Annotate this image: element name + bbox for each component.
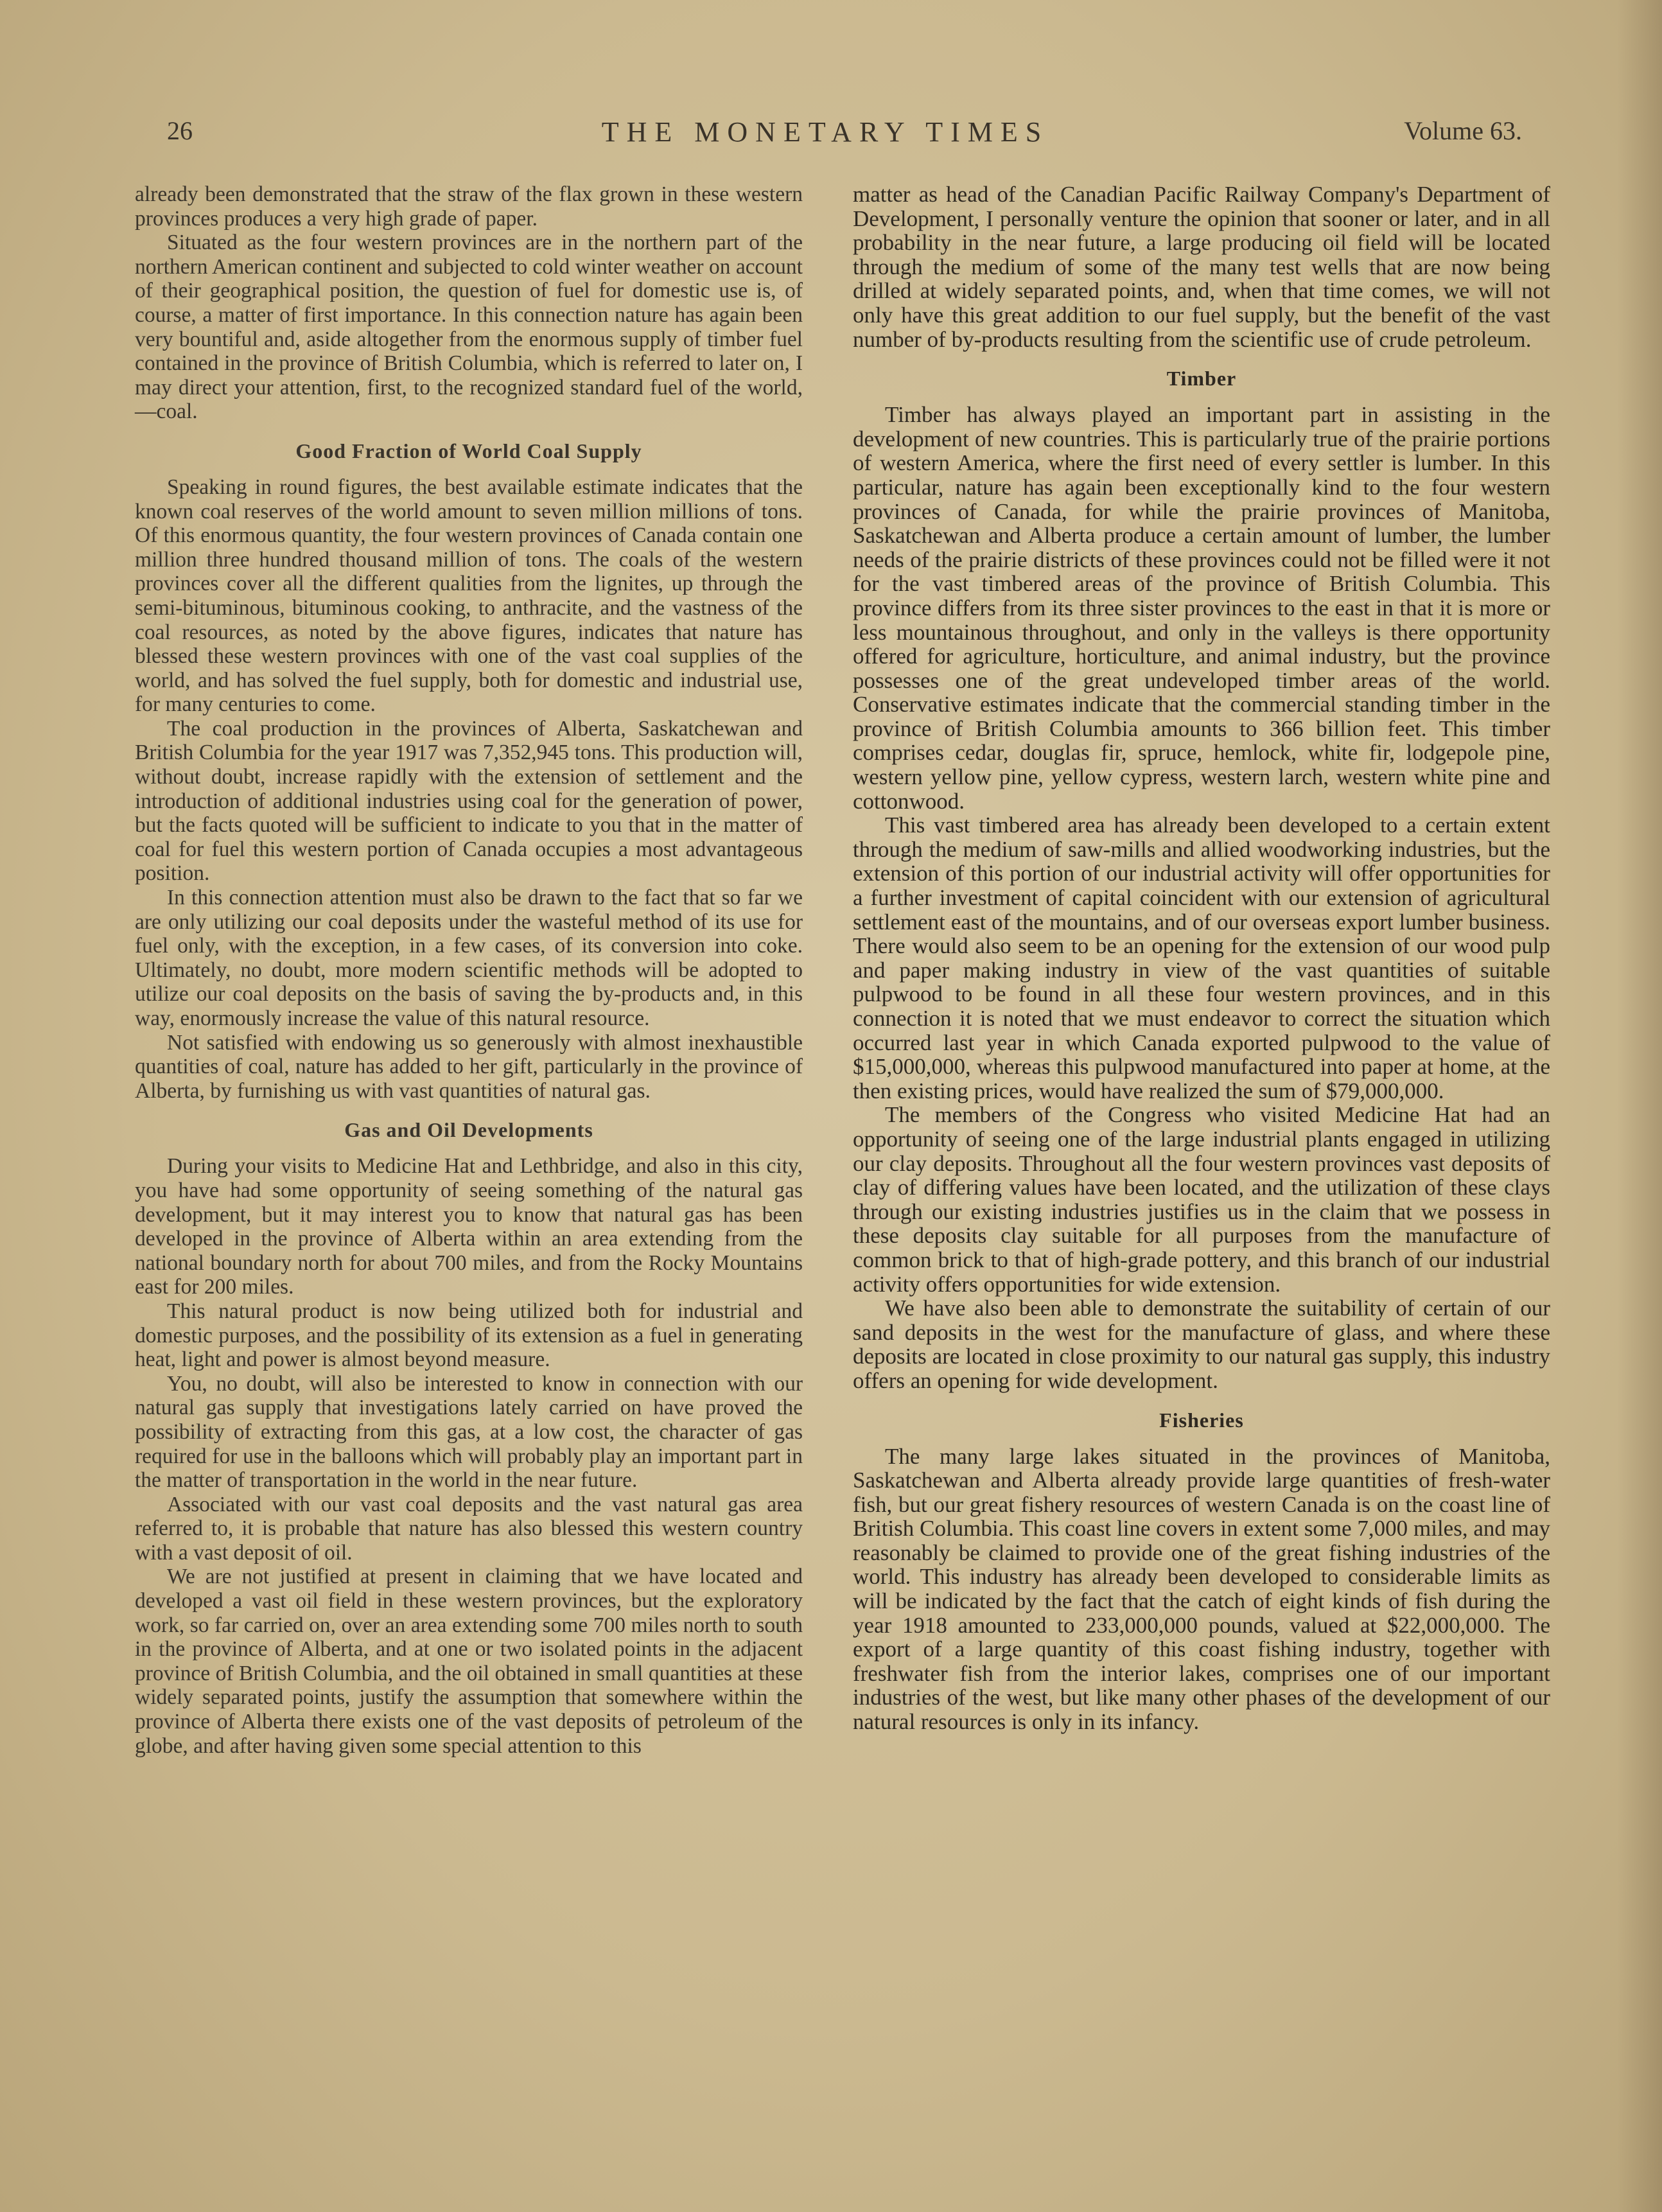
paragraph: We have also been able to demonstrate the suitability of certain of our sand deposits in the west for the manufacture of glass, and where these deposits are located in close proximity to our natural gas supply, this industry offers an opening for wide development. [853,1295,1550,1393]
paragraph: The many large lakes situated in the provinces of Manitoba, Saskatchewan and Alberta already provide large quantities of fresh-water fish, but our great fishery resources of western Canada is on the coast line of British Columbia. This coast line covers in extent some 7,000 miles, and may reasonably be claimed to provide one of the great fishing industries of the world. This industry has already been developed to considerable limits as will be indicated by the fact that the catch of eight kinds of fish during the year 1918 amounted to 233,000,000 pounds, valued at $22,000,000. The export of a large quantity of this coast fishing industry, together with freshwater fish from the interior lakes, comprises one of our important industries of the west, but like many other phases of the development of our natural resources is only in its infancy. [853,1443,1550,1735]
page-edge-shadow [1617,0,1662,2212]
section-heading: Gas and Oil Developments [344,1118,593,1142]
paragraph: Speaking in round figures, the best available estimate indicates that the known coal reserves of the world amount to seven million millions of tons. Of this enormous quantity, the four western provinces of Canada contain one million three hundred thousand million of tons. The coals of the western provinces cover all the different qualities from the lignites, up through the semi-bituminous, bituminous cooking, to anthracite, and the vastness of the coal resources, as noted by the above figures, indicates that nature has blessed these western provinces with one of the vast coal supplies of the world, and has solved the fuel supply, both for domestic and industrial use, for many centuries to come. [135,475,803,717]
paragraph: Timber has always played an important part in assisting in the development of new countries. This is particularly true of the prairie portions of western America, where the first need of every settler is lumber. In this particular, nature has again been exceptionally kind to the four western provinces of Canada, for while the prairie provinces of Manitoba, Saskatchewan and Alberta produce a certain amount of lumber, the lumber needs of the prairie districts of these provinces could not be filled were it not for the vast timbered areas of the province of British Columbia. This province differs from its three sister provinces to the east in that it is more or less mountainous throughout, and only in the valleys is there opportunity offered for agriculture, horticulture, and animal industry, but the province possesses one of the great undeveloped timber areas of the world. Conservative estimates indicate that the commercial standing timber in the province of British Columbia amounts to 366 billion feet. This timber comprises cedar, douglas fir, spruce, hemlock, white fir, lodgepole pine, western yellow pine, yellow cypress, western larch, western white pine and cottonwood. [853,402,1550,814]
section-heading: Fisheries [1159,1408,1244,1432]
paragraph: The members of the Congress who visited Medicine Hat had an opportunity of seeing one of the large industrial plants engaged in utilizing our clay deposits. Throughout all the four western provinces vast deposits of clay of differing values have been located, and the utilization of these clays through our existing industries justifies us in the claim that we possess in these deposits clay suitable for all purposes from the manufacture of common brick to that of high-grade pottery, and this branch of our industrial activity offers opportunities for wide extension. [853,1102,1550,1297]
publication-title: THE MONETARY TIMES [601,116,1049,148]
right-column [853,182,1550,1734]
volume-label: Volume 63. [1404,116,1522,145]
paragraph: You, no doubt, will also be interested to know in connection with our natural gas supply that investigations lately carried on have proved the possibility of extracting from this gas, at a low cost, the character of gas required for use in the balloons which will probably play an important part in the matter of transportation in the world in the near future. [135,1371,803,1493]
paragraph: We are not justified at present in claiming that we have located and developed a vast oil field in these western provinces, but the exploratory work, so far carried on, over an area extending some 700 miles north to south in the province of Alberta, and at one or two isolated points in the adjacent province of British Columbia, and the oil obtained in small quantities at these widely separated points, justify the assumption that somewhere within the province of Alberta there exists one of the vast deposits of petroleum of the globe, and after having given some special attention to this [135,1565,803,1758]
paragraph: The coal production in the provinces of Alberta, Saskatchewan and British Columbia for the year 1917 was 7,352,945 tons. This production will, without doubt, increase rapidly with the extension of settlement and the introduction of additional industries using coal for the generation of power, but the facts quoted will be sufficient to indicate to you that in the matter of coal for fuel this western portion of Canada occupies a most advantageous position. [135,716,803,886]
page-header [128,116,1522,154]
paragraph: Not satisfied with endowing us so generously with almost inexhaustible quantities of coal, nature has added to her gift, particularly in the province of Alberta, by furnishing us with vast quantities of natural gas. [135,1030,803,1103]
left-column [135,182,803,1758]
paragraph: During your visits to Medicine Hat and Lethbridge, and also in this city, you have had some opportunity of seeing something of the natural gas development, but it may interest you to know that natural gas has been developed in the province of Alberta within an area extending from the national boundary north for about 700 miles, and from the Rocky Mountains east for 200 miles. [135,1154,803,1299]
paragraph: This vast timbered area has already been developed to a certain extent through the medium of saw-mills and allied woodworking industries, but the extension of this portion of our industrial activity will offer opportunities for a further investment of capital coincident with our extension of agricultural settlement east of the mountains, and of our overseas export lumber business. There would also seem to be an opening for the extension of our wood pulp and paper making industry in view of the vast quantities of suitable pulpwood to be found in all these four western provinces, and in this connection it is noted that we must endeavor to correct the situation which occurred last year in which Canada exported pulpwood to the value of $15,000,000, whereas this pulpwood manufactured into paper at home, at the then existing prices, would have realized the sum of $79,000,000. [853,812,1550,1103]
section-heading: Good Fraction of World Coal Supply [295,439,642,462]
paragraph: In this connection attention must also be drawn to the fact that so far we are only utilizing our coal deposits under the wasteful method of its use for fuel only, with the exception, in a few cases, of its conversion into coke. Ultimately, no doubt, more modern scientific methods will be adopted to utilize our coal deposits on the basis of saving the by-products and, in this way, enormously increase the value of this natural resource. [135,886,803,1030]
paragraph: Associated with our vast coal deposits and the vast natural gas area referred to, it is probable that nature has also blessed this western country with a vast deposit of oil. [135,1492,803,1565]
section-heading: Timber [1166,367,1237,391]
paragraph: matter as head of the Canadian Pacific Railway Company's Department of Development, I personally venture the opinion that sooner or later, and in all probability in the near future, a large producing oil field will be located through the medium of some of the many test wells that are now being drilled at widely separated points, and, when that time comes, we will not only have this great addition to our fuel supply, but the benefit of the vast number of by-products resulting from the scientific use of crude petroleum. [853,182,1550,352]
paragraph: Situated as the four western provinces are in the northern part of the northern American continent and subjected to cold winter weather on account of their geographical position, the question of fuel for domestic use is, of course, a matter of first importance. In this connection nature has again been very bountiful and, aside altogether from the enormous supply of timber fuel contained in the province of British Columbia, which is referred to later on, I may direct your attention, first, to the recognized standard fuel of the world,—coal. [135,231,803,424]
page-number: 26 [167,116,193,145]
paragraph: This natural product is now being utilized both for industrial and domestic purposes, and the possibility of its extension as a fuel in generating heat, light and power is almost beyond measure. [135,1299,803,1372]
paragraph: already been demonstrated that the straw of the flax grown in these western provinces produces a very high grade of paper. [135,182,803,231]
